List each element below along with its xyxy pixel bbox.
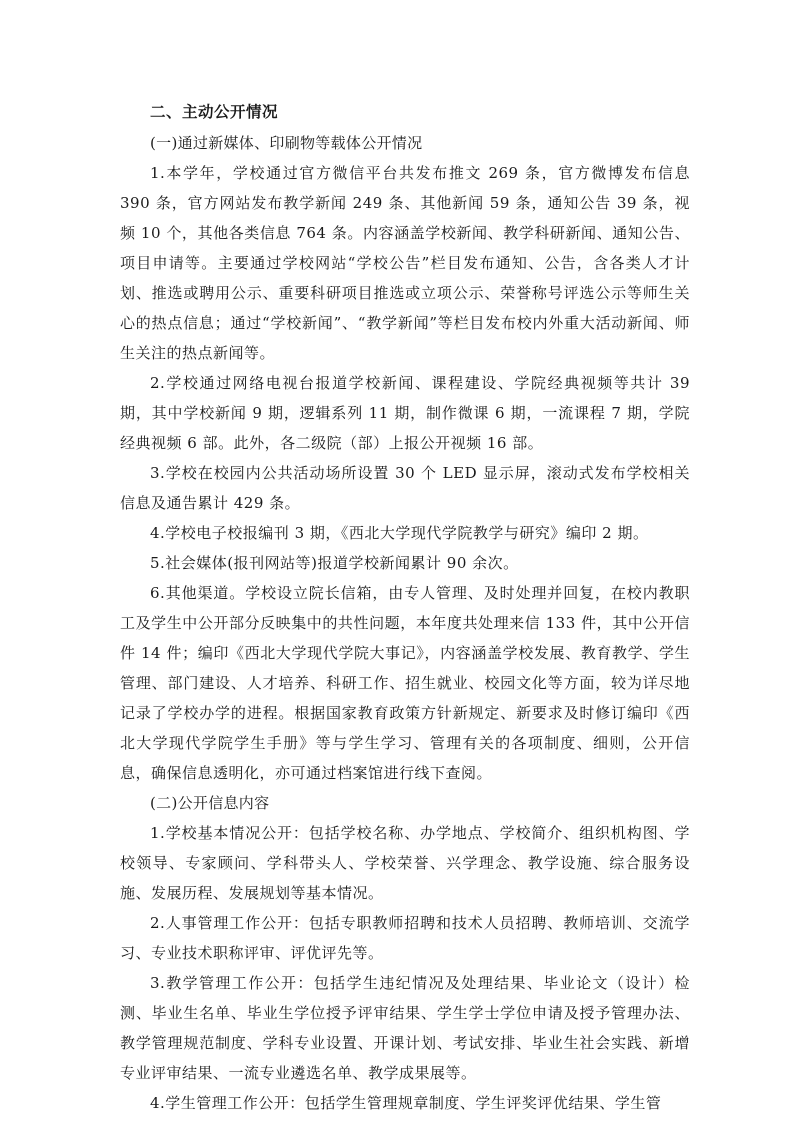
paragraph-teaching: 3.教学管理工作公开：包括学生违纪情况及处理结果、毕业论文（设计）检测、毕业生名单、毕业生学位授予评审结果、学生学士学位申请及授予管理办法、教学管理规范制度、学科专业设置、开课计划、考试安排、毕业生社会实践、新增专业评审结果、一流专业遴选名单、教学成果展等。 <box>120 974 690 1082</box>
subsection-title-media: (一)通过新媒体、印刷物等载体公开情况 <box>150 134 423 152</box>
section-heading: 二、主动公开情况 <box>150 103 279 121</box>
paragraph-social-media: 5.社会媒体(报刊网站等)报道学校新闻累计 90 余次。 <box>150 554 519 572</box>
subsection-title-content: (二)公开信息内容 <box>150 794 270 812</box>
paragraph-network-tv: 2.学校通过网络电视台报道学校新闻、课程建设、学院经典视频等共计 39 期，其中学校新闻 9 期，逻辑系列 11 期，制作微课 6 期，一流课程 7 期，学院经典视频 6 部。此外，各二级院（部）上报公开视频 16 部。 <box>120 374 690 452</box>
paragraph-led-screens: 3.学校在校园内公共活动场所设置 30 个 LED 显示屏，滚动式发布学校相关信息及通告累计 429 条。 <box>120 464 690 512</box>
document-body <box>120 96 690 1118</box>
paragraph-basic-info: 1.学校基本情况公开：包括学校名称、办学地点、学校简介、组织机构图、学校领导、专家顾问、学科带头人、学校荣誉、兴学理念、教学设施、综合服务设施、发展历程、发展规划等基本情况。 <box>120 824 690 902</box>
paragraph-other-channels: 6.其他渠道。学校设立院长信箱，由专人管理、及时处理并回复，在校内教职工及学生中公开部分反映集中的共性问题，本年度共处理来信 133 件，其中公开信件 14 件；编印《西北大学现代学院大事记》，内容涵盖学校发展、教育教学、学生管理、部门建设、人才培养、科研工作、招生就业、校园文化等方面，较为详尽地记录了学校办学的进程。根据国家教育政策方针新规定、新要求及时修订编印《西北大学现代学院学生手册》等与学生学习、管理有关的各项制度、细则，公开信息，确保信息透明化，亦可通过档案馆进行线下查阅。 <box>120 584 690 782</box>
paragraph-wechat-weibo-website: 1.本学年，学校通过官方微信平台共发布推文 269 条，官方微博发布信息 390 条，官方网站发布教学新闻 249 条、其他新闻 59 条，通知公告 39 条，视频 10 个，其他各类信息 764 条。内容涵盖学校新闻、教学科研新闻、通知公告、项目申请等。主要通过学校网站“学校公告”栏目发布通知、公告，含各类人才计划、推选或聘用公示、重要科研项目推选或立项公示、荣誉称号评选公示等师生关心的热点信息；通过“学校新闻”、“教学新闻”等栏目发布校内外重大活动新闻、师生关注的热点新闻等。 <box>120 164 690 362</box>
paragraph-personnel: 2.人事管理工作公开：包括专职教师招聘和技术人员招聘、教师培训、交流学习、专业技术职称评审、评优评先等。 <box>120 914 690 962</box>
paragraph-campus-newspaper: 4.学校电子校报编刊 3 期，《西北大学现代学院教学与研究》编印 2 期。 <box>150 524 649 542</box>
paragraph-student-management: 4.学生管理工作公开：包括学生管理规章制度、学生评奖评优结果、学生管 <box>150 1094 662 1112</box>
